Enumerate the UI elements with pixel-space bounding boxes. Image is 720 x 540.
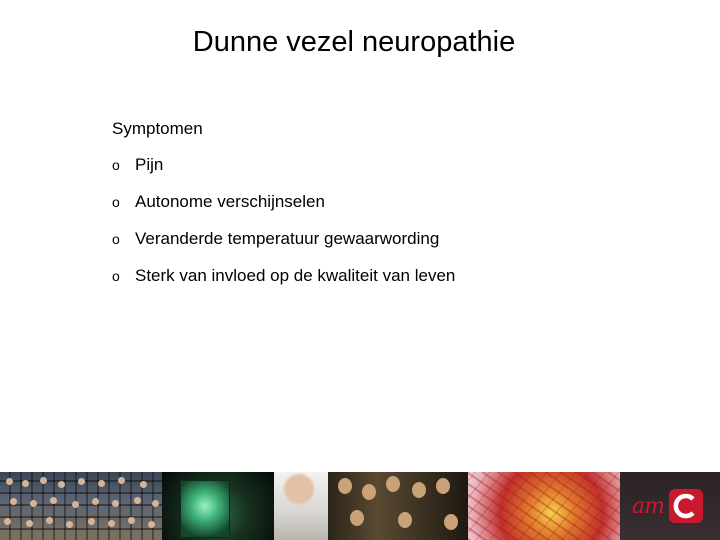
logo-text: am — [632, 493, 664, 519]
bullet-marker: o — [112, 157, 120, 173]
footer-photo-strip — [0, 472, 720, 540]
doctor-photo — [274, 472, 328, 540]
amc-logo-icon — [668, 488, 704, 524]
list-item-text: Sterk van invloed op de kwaliteit van leven — [135, 266, 456, 285]
amc-logo-panel — [620, 472, 720, 540]
bullet-marker: o — [112, 231, 120, 247]
bullet-marker: o — [112, 268, 120, 284]
list-item-text: Veranderde temperatuur gewaarwording — [135, 229, 440, 248]
symptom-list — [112, 155, 455, 303]
brain-scan-photo — [162, 472, 274, 540]
list-item — [112, 229, 455, 249]
section-label: Symptomen — [112, 119, 203, 138]
list-item — [112, 155, 455, 175]
bullet-marker: o — [112, 194, 120, 210]
amc-logo[interactable] — [632, 486, 704, 526]
list-item — [112, 192, 455, 212]
list-item-text: Pijn — [135, 155, 164, 174]
list-item — [112, 266, 455, 286]
anatomy-lesson-painting — [328, 472, 468, 540]
lecture-hall-photo — [0, 472, 162, 540]
list-item-text: Autonome verschijnselen — [135, 192, 325, 211]
slide-title: Dunne vezel neuropathie — [192, 26, 516, 58]
neurons-photo — [468, 472, 620, 540]
